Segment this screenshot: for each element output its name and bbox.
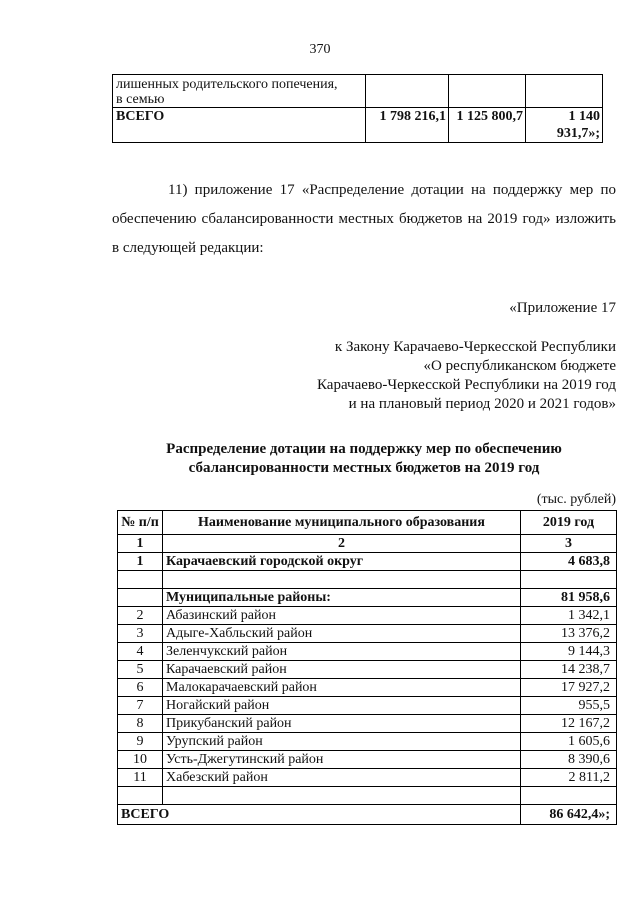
grand-total-label: ВСЕГО	[118, 805, 521, 825]
table-cell	[113, 75, 366, 108]
row-number: 4	[118, 643, 163, 661]
row-value: 14 238,7	[521, 661, 617, 679]
row-name: Урупский район	[163, 733, 521, 751]
table-cell	[526, 75, 603, 108]
units-label: (тыс. рублей)	[536, 492, 616, 507]
table-row	[118, 679, 617, 697]
row-name: Хабезский район	[163, 769, 521, 787]
header-year: 2019 год	[521, 511, 617, 535]
row-number: 3	[118, 625, 163, 643]
row-name: Ногайский район	[163, 697, 521, 715]
table-cell	[366, 75, 449, 108]
title-line: сбалансированности местных бюджетов на 2019 год	[188, 460, 540, 476]
row-value: 1 342,1	[521, 607, 617, 625]
paragraph-line: обеспечению сбалансированности местных бюджетов на 2019 год» изложить	[112, 211, 616, 227]
column-index-row	[118, 535, 617, 553]
total-label: ВСЕГО	[113, 108, 366, 143]
header-number: № п/п	[118, 511, 163, 535]
row-value: 12 167,2	[521, 715, 617, 733]
row-number: 6	[118, 679, 163, 697]
row-text-line: лишенных родительского попечения,	[116, 77, 338, 92]
row-name: Карачаевский район	[163, 661, 521, 679]
appendix-line: и на плановый период 2020 и 2021 годов»	[348, 396, 616, 412]
empty-row	[118, 787, 617, 805]
header-name: Наименование муниципального образования	[163, 511, 521, 535]
appendix-line: «О республиканском бюджете	[423, 358, 616, 374]
districts-label: Муниципальные районы:	[163, 589, 521, 607]
table-row	[118, 661, 617, 679]
header-row	[118, 511, 617, 535]
row-name: Малокарачаевский район	[163, 679, 521, 697]
column-index: 2	[163, 535, 521, 553]
row-number: 9	[118, 733, 163, 751]
total-value: 1 798 216,1	[366, 108, 449, 143]
row-number: 5	[118, 661, 163, 679]
total-value: 1 140 931,7»;	[526, 108, 603, 143]
table-row	[118, 553, 617, 571]
page-number: 370	[309, 42, 331, 57]
paragraph-line: в следующей редакции:	[112, 240, 264, 256]
previous-table-continuation	[112, 74, 603, 143]
row-name: Усть-Джегутинский район	[163, 751, 521, 769]
row-text-line: в семью	[116, 92, 165, 107]
row-name: Зеленчукский район	[163, 643, 521, 661]
total-value: 1 125 800,7	[449, 108, 526, 143]
row-value: 8 390,6	[521, 751, 617, 769]
row-value: 4 683,8	[521, 553, 617, 571]
row-name: Абазинский район	[163, 607, 521, 625]
title-line: Распределение дотации на поддержку мер по обеспечению	[166, 441, 562, 457]
table-row	[118, 697, 617, 715]
table-row	[118, 625, 617, 643]
districts-subtotal-row	[118, 589, 617, 607]
row-name: Адыге-Хабльский район	[163, 625, 521, 643]
row-value: 13 376,2	[521, 625, 617, 643]
appendix-line: к Закону Карачаево-Черкесской Республики	[334, 339, 616, 355]
row-value: 9 144,3	[521, 643, 617, 661]
table-row	[118, 607, 617, 625]
row-number: 7	[118, 697, 163, 715]
row-number: 11	[118, 769, 163, 787]
table-title	[112, 440, 616, 478]
row-value: 1 605,6	[521, 733, 617, 751]
table-row	[118, 769, 617, 787]
table-row	[118, 751, 617, 769]
table-row	[118, 643, 617, 661]
row-number: 2	[118, 607, 163, 625]
grand-total-value: 86 642,4»;	[521, 805, 617, 825]
table-cell	[449, 75, 526, 108]
amendment-paragraph	[112, 176, 616, 263]
table-row	[118, 715, 617, 733]
paragraph-line: 11) приложение 17 «Распределение дотации на поддержку мер по	[168, 182, 616, 198]
districts-total: 81 958,6	[521, 589, 617, 607]
row-name: Прикубанский район	[163, 715, 521, 733]
column-index: 1	[118, 535, 163, 553]
row-number: 10	[118, 751, 163, 769]
total-row	[113, 108, 603, 143]
row-value: 955,5	[521, 697, 617, 715]
appendix-title: «Приложение 17	[509, 300, 616, 316]
appendix-reference	[300, 338, 616, 414]
row-name: Карачаевский городской округ	[163, 553, 521, 571]
table-row	[113, 75, 603, 108]
column-index: 3	[521, 535, 617, 553]
row-number: 8	[118, 715, 163, 733]
empty-row	[118, 571, 617, 589]
row-value: 17 927,2	[521, 679, 617, 697]
appendix-line: Карачаево-Черкесской Республики на 2019 год	[317, 377, 616, 393]
grand-total-row	[118, 805, 617, 825]
row-number: 1	[118, 553, 163, 571]
row-value: 2 811,2	[521, 769, 617, 787]
subsidy-table	[117, 510, 617, 825]
table-row	[118, 733, 617, 751]
